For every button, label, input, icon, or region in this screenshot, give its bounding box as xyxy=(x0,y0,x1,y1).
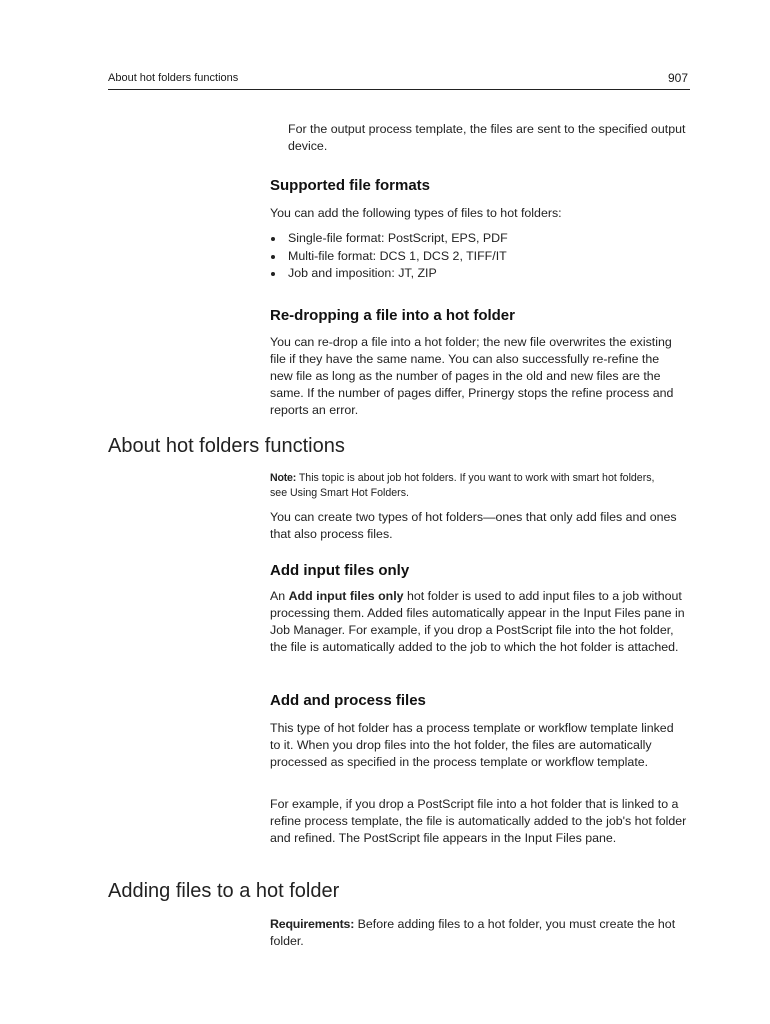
note-block xyxy=(270,471,670,501)
list-item: Single-file format: PostScript, EPS, PDF xyxy=(270,230,690,248)
add-input-paragraph xyxy=(270,588,688,656)
about-section-heading: About hot folders functions xyxy=(108,435,345,457)
note-text: This topic is about job hot folders. If you want to work with smart hot folders, see Using Smart Hot Folders. xyxy=(270,472,655,499)
add-process-paragraph-1: This type of hot folder has a process template or workflow template linked to it. When you drop files into the hot folder, the files are automatically processed as specified in the process template or workflow template. xyxy=(270,721,674,769)
formats-list xyxy=(270,230,690,283)
add-input-text-after: hot folder is used to add input files to a job without processing them. Added files automatically appear in the Input Files pane in Job Manager. For example, if you drop a PostScript file into the hot folder, the file is automatically added to the job to which the hot folder is attached. xyxy=(270,589,685,654)
redropping-paragraph: You can re-drop a file into a hot folder; the new file overwrites the existing file if they have the same name. You can also successfully re-refine the new file as long as the number of pages in the old and new files are the same. If the number of pages differ, Prinergy stops the refine process and reports an error. xyxy=(270,335,674,417)
list-item: Multi-file format: DCS 1, DCS 2, TIFF/IT xyxy=(270,248,690,266)
list-item: Job and imposition: JT, ZIP xyxy=(270,265,690,283)
header-title: About hot folders functions xyxy=(108,72,239,84)
requirements-text: Before adding files to a hot folder, you must create the hot folder. xyxy=(270,917,676,948)
note-label: Note: xyxy=(270,472,297,484)
intro-paragraph: For the output process template, the files are sent to the specified output device. xyxy=(288,122,686,153)
requirements-label: Requirements: xyxy=(270,917,355,931)
page-header xyxy=(108,71,690,90)
adding-section-heading: Adding files to a hot folder xyxy=(108,880,340,902)
redropping-heading: Re-dropping a file into a hot folder xyxy=(270,307,515,324)
add-input-heading: Add input files only xyxy=(270,562,410,579)
add-process-heading: Add and process files xyxy=(270,692,426,709)
supported-formats-heading: Supported file formats xyxy=(270,177,431,194)
supported-formats-intro: You can add the following types of files to hot folders: xyxy=(270,206,562,220)
add-process-paragraph-2: For example, if you drop a PostScript file into a hot folder that is linked to a refine process template, the file is automatically added to the job's hot folder and refined. The PostScript file appears in the Input Files pane. xyxy=(270,797,687,845)
page-number: 907 xyxy=(667,71,688,85)
add-input-text-before: An xyxy=(270,589,289,603)
requirements-block xyxy=(270,916,685,950)
add-input-bold: Add input files only xyxy=(288,589,404,603)
about-paragraph: You can create two types of hot folders—ones that only add files and ones that also process files. xyxy=(270,510,677,541)
